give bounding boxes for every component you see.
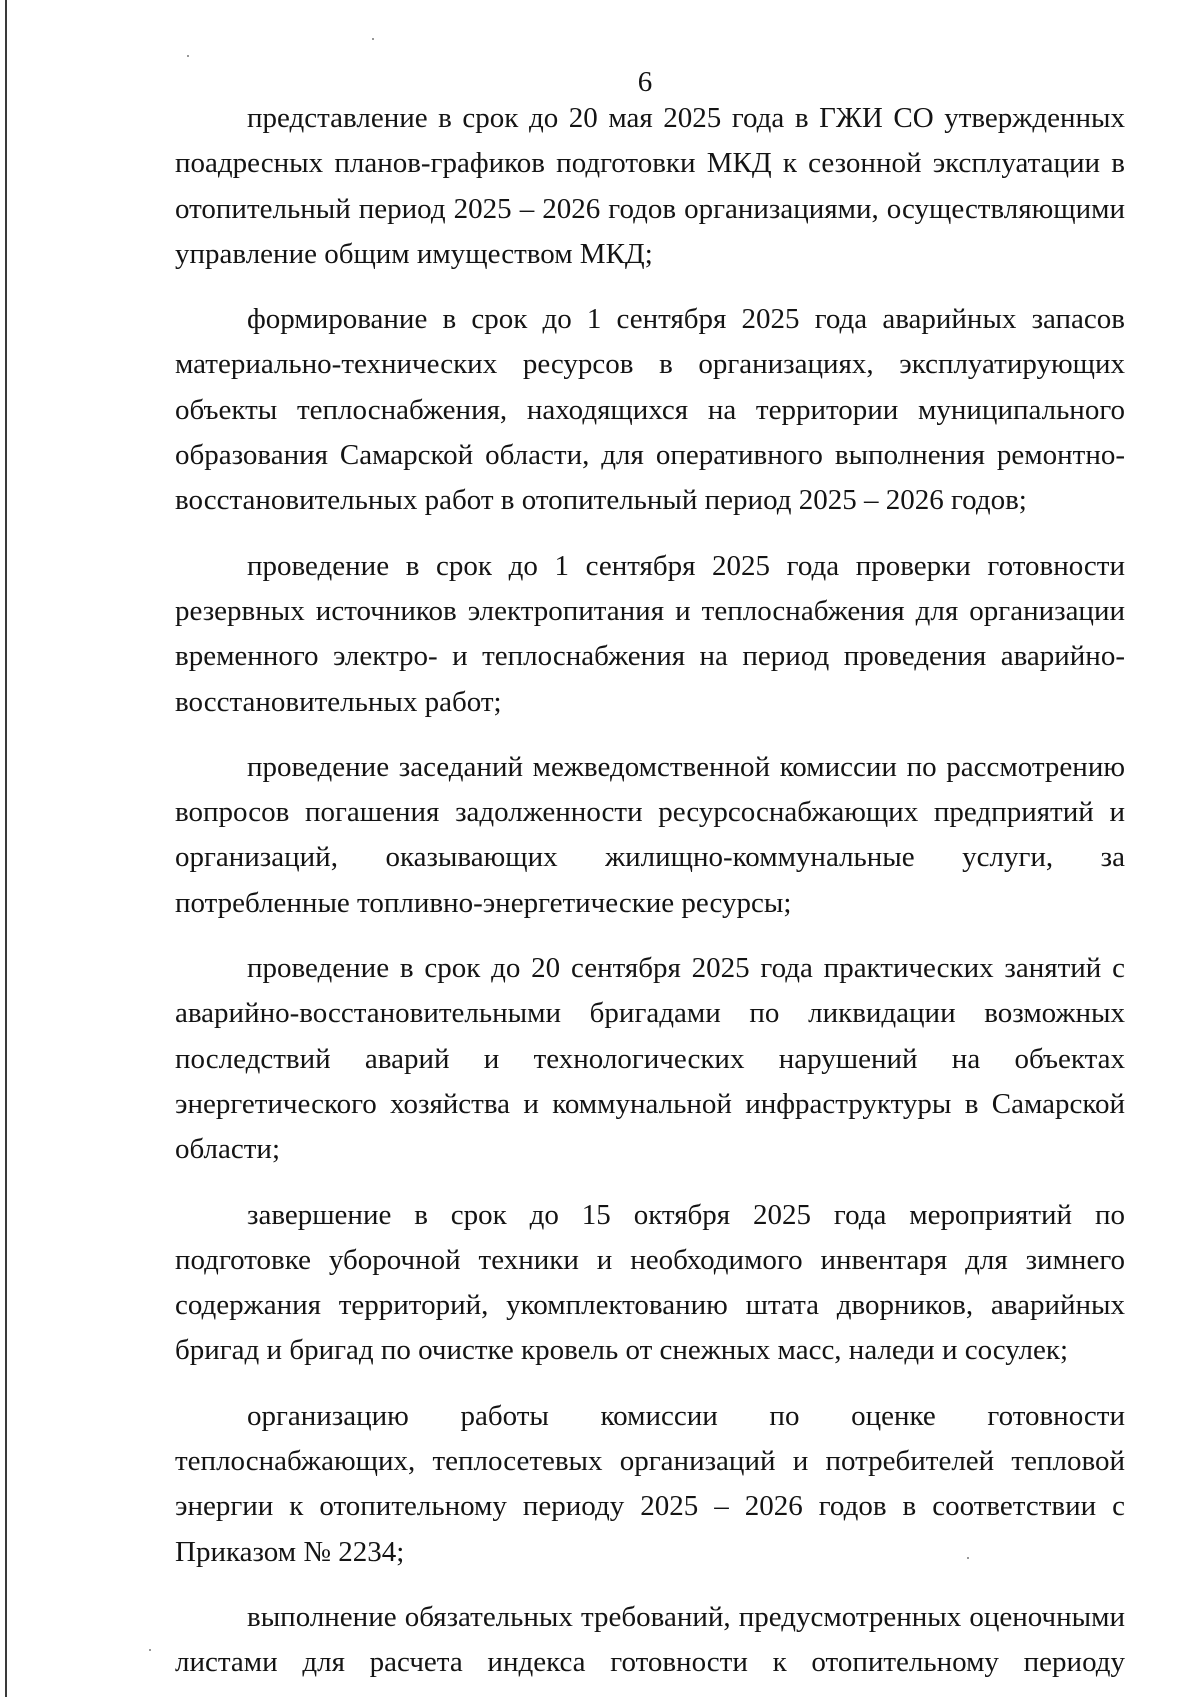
paragraph: выполнение обязательных требований, предусмотренных оценочными листами для расчета индекса готовности к отопительному периоду — [175, 1600, 1125, 1679]
paragraph: представление в срок до 20 мая 2025 года в ГЖИ СО утвержденных поадресных планов-графиков подготовки МКД к сезонной эксплуатации в отопительный период 2025 – 2026 годов организациями, осуществляющими управление общим имуществом МКД; — [175, 102, 1125, 270]
paragraph: проведение в срок до 1 сентября 2025 года проверки готовности резервных источников электропитания и теплоснабжения для организации временного электро- и теплоснабжения на период проведения аварийно-восстановительных работ; — [175, 549, 1125, 718]
page-number: 6 — [637, 66, 653, 98]
scan-speck — [372, 38, 374, 40]
paragraph: формирование в срок до 1 сентября 2025 года аварийных запасов материально-технических ресурсов в организациях, эксплуатирующих объекты теплоснабжения, находящихся на территории муниципального образования Самарской области, для оперативного выполнения ремонтно-восстановительных работ в отопительный период 2025 – 2026 годов; — [175, 303, 1125, 517]
scan-speck — [149, 1649, 151, 1651]
document-body — [175, 96, 1125, 1706]
paragraph: организацию работы комиссии по оценке готовности теплоснабжающих, теплосетевых организаций и потребителей тепловой энергии к отопительному периоду 2025 – 2026 годов в соответствии с Приказом № 2234; — [175, 1399, 1125, 1568]
scan-speck — [187, 55, 189, 57]
paragraph: завершение в срок до 15 октября 2025 года мероприятий по подготовке уборочной техники и необходимого инвентаря для зимнего содержания территорий, укомплектованию штата дворников, аварийных бригад и бригад по очистке кровель от снежных масс, наледи и сосулек; — [175, 1198, 1125, 1367]
paragraph: проведение в срок до 20 сентября 2025 года практических занятий с аварийно-восстановительными бригадами по ликвидации возможных последствий аварий и технологических нарушений на объектах энергетического хозяйства и коммунальной инфраструктуры в Самарской области; — [175, 952, 1125, 1166]
scan-edge-line — [5, 0, 7, 1697]
paragraph: проведение заседаний межведомственной комиссии по рассмотрению вопросов погашения задолженности ресурсоснабжающих предприятий и организаций, оказывающих жилищно-коммунальные услуги, за потребленные топливно-энергетические ресурсы; — [175, 750, 1125, 919]
